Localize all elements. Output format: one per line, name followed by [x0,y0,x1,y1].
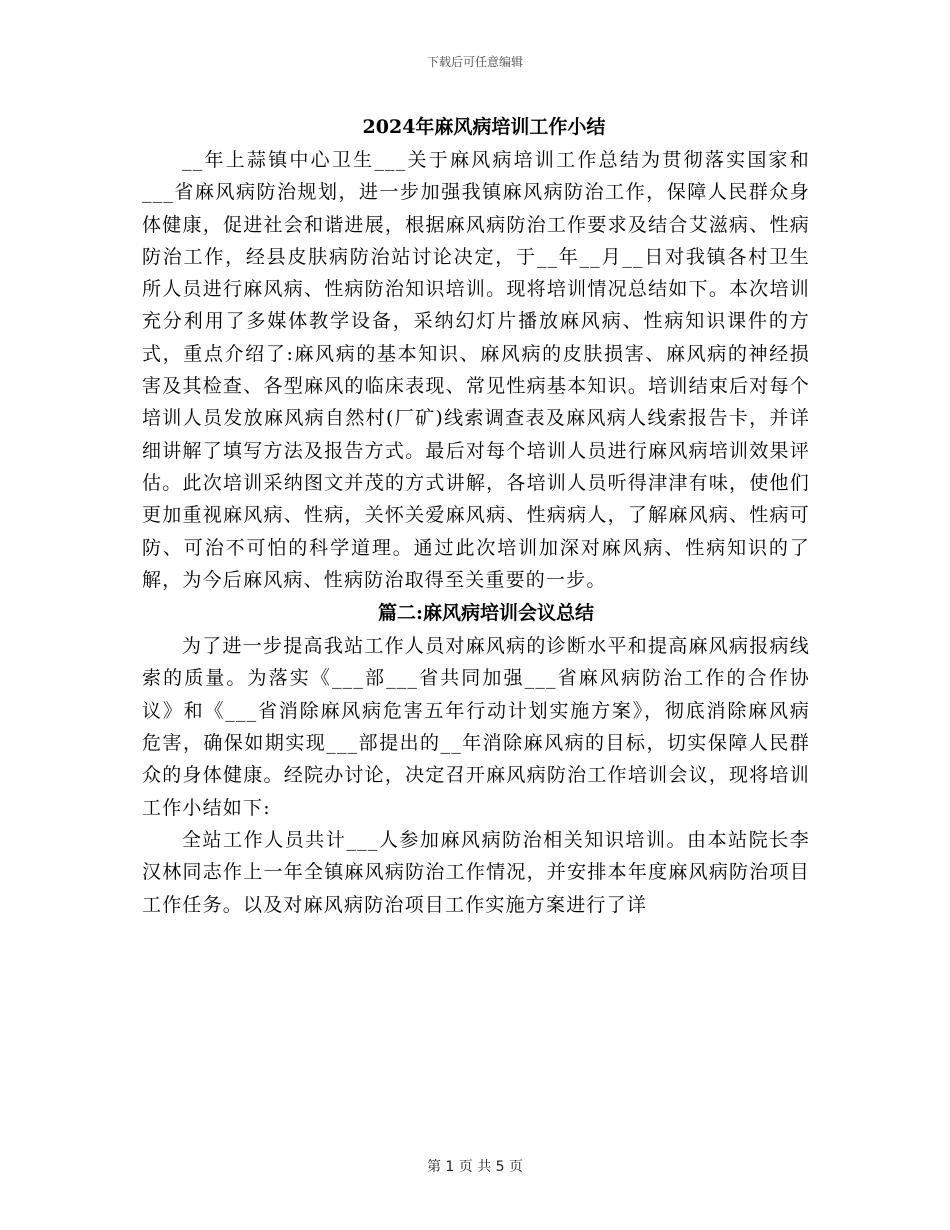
page-footer-number: 第 1 页 共 5 页 [426,1159,524,1175]
paragraph-2: 为了进一步提高我站工作人员对麻风病的诊断水平和提高麻风病报病线索的质量。为落实《___部___省共同加强___省麻风病防治工作的合作协议》和《___省消除麻风病危害五年行动计划实施方案》，彻底消除麻风病危害，确保如期实现___部提出的__年消除麻风病的目标，切实保障人民群众的身体健康。经院办讨论，决定召开麻风病防治工作培训会议，现将培训工作小结如下: [142,635,810,819]
page-header-note: 下载后可任意编辑 [426,55,523,69]
paragraph-1: __年上蒜镇中心卫生___关于麻风病培训工作总结为贯彻落实国家和___省麻风病防治规划，进一步加强我镇麻风病防治工作，保障人民群众身体健康，促进社会和谐进展，根据麻风病防治工作要求及结合艾滋病、性病防治工作，经县皮肤病防治站讨论决定，于__年__月__日对我镇各村卫生所人员进行麻风病、性病防治知识培训。现将培训情况总结如下。本次培训充分利用了多媒体教学设备，采纳幻灯片播放麻风病、性病知识课件的方式，重点介绍了:麻风病的基本知识、麻风病的皮肤损害、麻风病的神经损害及其检查、各型麻风的临床表现、常见性病基本知识。培训结束后对每个培训人员发放麻风病自然村(厂矿)线索调查表及麻风病人线索报告卡，并详细讲解了填写方法及报告方式。最后对每个培训人员进行麻风病培训效果评估。此次培训采纳图文并茂的方式讲解，各培训人员听得津津有味，使他们更加重视麻风病、性病，关怀关爱麻风病、性病病人，了解麻风病、性病可防、可治不可怕的科学道理。通过此次培训加深对麻风病、性病知识的了解，为今后麻风病、性病防治取得至关重要的一步。 [142,149,810,591]
section-2-title: 篇二:麻风病培训会议总结 [377,602,594,625]
document-title: 2024年麻风病培训工作小结 [362,116,606,138]
document-body [142,110,810,921]
paragraph-3: 全站工作人员共计___人参加麻风病防治相关知识培训。由本站院长李汉林同志作上一年全镇麻风病防治工作情况，并安排本年度麻风病防治项目工作任务。以及对麻风病防治项目工作实施方案进行了详 [142,828,810,916]
